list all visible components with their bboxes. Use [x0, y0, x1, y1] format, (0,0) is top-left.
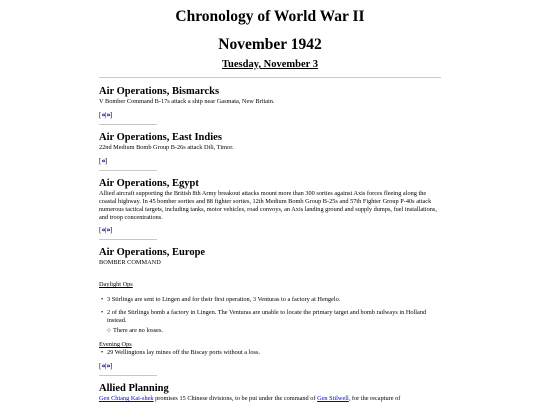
month-heading: November 1942	[218, 36, 322, 53]
prev-icon[interactable]: «	[101, 111, 105, 119]
next-icon[interactable]: »	[106, 111, 110, 119]
section-title-europe: Air Operations, Europe	[99, 247, 206, 258]
list-item: • 2 of the Stirlings bomb a factory in Lingen. The Venturas are unable to locate the primary target and bomb railways in Holland instead.	[101, 309, 427, 324]
next-icon[interactable]: »	[106, 226, 110, 234]
section-title-egypt: Air Operations, Egypt	[99, 178, 199, 189]
list-item: ○ There are no losses.	[107, 327, 164, 334]
prev-icon[interactable]: «	[101, 157, 105, 165]
nav-links-europe: [«|»]	[99, 362, 113, 370]
link-chiang-kai-shek[interactable]: Gen Chiang Kai-shek	[99, 395, 154, 402]
section-text-east-indies: 22nd Medium Bomb Group B-26s attack Dili, Timor.	[99, 144, 234, 151]
page-title: Chronology of World War II	[175, 8, 365, 25]
nav-links-bismarcks: [«|»]	[99, 111, 113, 119]
daylight-ops-label: Daylight Ops	[99, 281, 133, 288]
divider	[99, 77, 441, 78]
nav-links-egypt: [«|»]	[99, 226, 113, 234]
divider	[99, 239, 157, 240]
section-text-bismarcks: V Bomber Command B-17s attack a ship near Gasmata, New Britain.	[99, 98, 275, 105]
date-heading: Tuesday, November 3	[222, 59, 318, 70]
section-text-allied-planning: Gen Chiang Kai-shek promises 15 Chinese divisions, to be put under the command of Gen Stilwell, for the recapture of	[99, 395, 401, 402]
section-title-allied-planning: Allied Planning	[99, 383, 169, 394]
section-title-bismarcks: Air Operations, Bismarcks	[99, 86, 220, 97]
list-item: • 29 Wellingtons lay mines off the Biscay ports without a loss.	[101, 349, 260, 356]
next-icon[interactable]: »	[106, 362, 110, 370]
link-stilwell[interactable]: Gen Stilwell	[317, 395, 349, 402]
evening-ops-label: Evening Ops	[99, 341, 132, 348]
divider	[99, 170, 157, 171]
list-item: • 3 Stirlings are sent to Lingen and for their first operation, 3 Venturas to a factory at Hengelo.	[101, 296, 341, 303]
divider	[99, 375, 157, 376]
divider	[99, 124, 157, 125]
nav-links-east-indies: [«]	[99, 157, 108, 165]
prev-icon[interactable]: «	[101, 226, 105, 234]
section-text-egypt: Allied aircraft supporting the British 8th Army breakout attacks mount more than 300 sorties against Axis forces fleeing along the coastal highway. In 45 bomber sorties and 88 fighter sorties, 12th Medium Bomb Group B-25s and 57th Fighter Group P-40s attack numerous tactical targets, including tanks, motor vehicles, road convoys, an Axis landing ground and supply dumps, fuel installations, and troop concentrations.	[99, 190, 437, 221]
section-title-east-indies: Air Operations, East Indies	[99, 132, 222, 143]
section-subtitle-europe: BOMBER COMMAND	[99, 259, 161, 266]
prev-icon[interactable]: «	[101, 362, 105, 370]
